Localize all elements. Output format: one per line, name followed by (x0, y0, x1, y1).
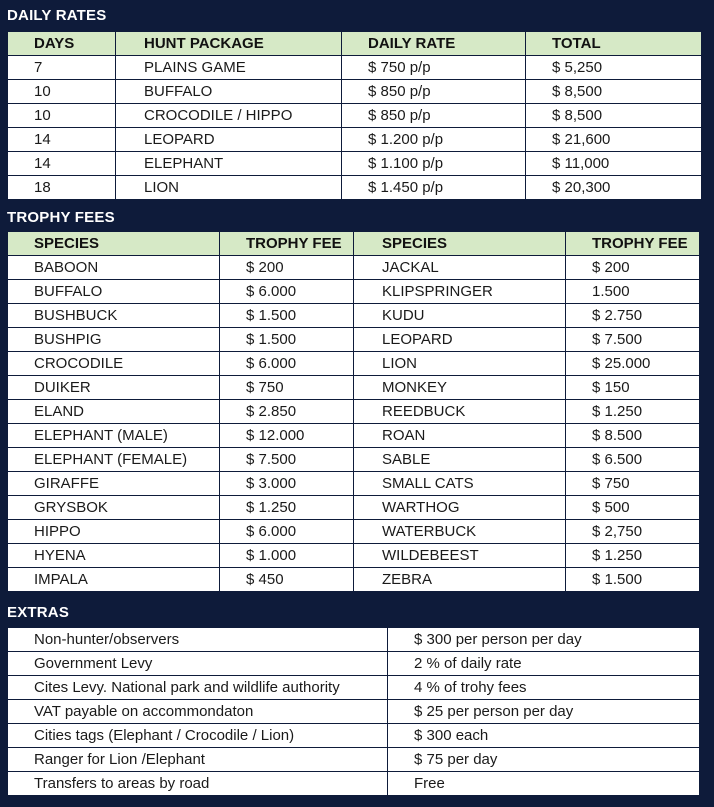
trophy-fees-header-row (8, 232, 700, 256)
trophy-fee-cell: $ 1.000 (220, 544, 354, 568)
table-row (8, 400, 700, 424)
table-row (8, 496, 700, 520)
trophy-fee-cell: $ 450 (220, 568, 354, 592)
trophy-fees-table (7, 231, 700, 592)
column-header-daily-rate: DAILY RATE (342, 32, 526, 56)
extra-item-cell: Non-hunter/observers (8, 628, 388, 652)
extra-item-cell: Government Levy (8, 652, 388, 676)
trophy-fee-cell: $ 500 (566, 496, 700, 520)
daily-rate-cell: $ 850 p/p (342, 104, 526, 128)
extras-title: EXTRAS (7, 604, 70, 621)
species-cell: JACKAL (354, 256, 566, 280)
table-row (8, 152, 702, 176)
total-cell: $ 8,500 (526, 104, 702, 128)
total-cell: $ 8,500 (526, 80, 702, 104)
extra-price-cell: 4 % of trohy fees (388, 676, 700, 700)
hunt-package-cell: CROCODILE / HIPPO (116, 104, 342, 128)
trophy-fee-cell: $ 200 (566, 256, 700, 280)
species-cell: CROCODILE (8, 352, 220, 376)
daily-rate-cell: $ 1.200 p/p (342, 128, 526, 152)
species-cell: GRYSBOK (8, 496, 220, 520)
species-cell: ZEBRA (354, 568, 566, 592)
species-cell: KUDU (354, 304, 566, 328)
trophy-fee-cell: $ 2,750 (566, 520, 700, 544)
table-row (8, 568, 700, 592)
table-row (8, 724, 700, 748)
daily-rate-cell: $ 750 p/p (342, 56, 526, 80)
daily-rates-table (7, 31, 702, 200)
trophy-fee-cell: $ 1.250 (220, 496, 354, 520)
species-cell: LEOPARD (354, 328, 566, 352)
table-row (8, 176, 702, 200)
daily-rate-cell: $ 1.100 p/p (342, 152, 526, 176)
table-row (8, 544, 700, 568)
table-row (8, 304, 700, 328)
species-cell: HIPPO (8, 520, 220, 544)
trophy-fee-cell: $ 2.850 (220, 400, 354, 424)
table-row (8, 256, 700, 280)
species-cell: DUIKER (8, 376, 220, 400)
trophy-fee-cell: $ 1.250 (566, 544, 700, 568)
trophy-fee-cell: $ 750 (220, 376, 354, 400)
species-cell: SABLE (354, 448, 566, 472)
trophy-fee-cell: $ 7.500 (220, 448, 354, 472)
table-row (8, 104, 702, 128)
days-cell: 10 (8, 80, 116, 104)
table-row (8, 80, 702, 104)
extra-price-cell: $ 300 per person per day (388, 628, 700, 652)
hunt-package-cell: ELEPHANT (116, 152, 342, 176)
table-row (8, 128, 702, 152)
table-row (8, 376, 700, 400)
species-cell: BUFFALO (8, 280, 220, 304)
table-row (8, 772, 700, 796)
trophy-fee-cell: 1.500 (566, 280, 700, 304)
extras-table (7, 627, 700, 796)
species-cell: ROAN (354, 424, 566, 448)
daily-rates-header-row (8, 32, 702, 56)
trophy-fee-cell: $ 6.000 (220, 352, 354, 376)
trophy-fee-cell: $ 750 (566, 472, 700, 496)
days-cell: 7 (8, 56, 116, 80)
daily-rate-cell: $ 1.450 p/p (342, 176, 526, 200)
table-row (8, 652, 700, 676)
species-cell: HYENA (8, 544, 220, 568)
species-cell: BUSHPIG (8, 328, 220, 352)
trophy-fees-title: TROPHY FEES (7, 209, 115, 226)
species-cell: SMALL CATS (354, 472, 566, 496)
days-cell: 18 (8, 176, 116, 200)
species-cell: GIRAFFE (8, 472, 220, 496)
trophy-fee-cell: $ 1.500 (566, 568, 700, 592)
trophy-fee-cell: $ 1.250 (566, 400, 700, 424)
species-cell: WATERBUCK (354, 520, 566, 544)
trophy-fee-cell: $ 150 (566, 376, 700, 400)
table-row (8, 280, 700, 304)
trophy-fee-cell: $ 200 (220, 256, 354, 280)
total-cell: $ 20,300 (526, 176, 702, 200)
trophy-fee-cell: $ 25.000 (566, 352, 700, 376)
total-cell: $ 21,600 (526, 128, 702, 152)
trophy-fee-cell: $ 6.000 (220, 280, 354, 304)
extra-item-cell: VAT payable on accommondaton (8, 700, 388, 724)
table-row (8, 424, 700, 448)
hunt-package-cell: LEOPARD (116, 128, 342, 152)
extra-price-cell: $ 300 each (388, 724, 700, 748)
extra-price-cell: 2 % of daily rate (388, 652, 700, 676)
table-row (8, 56, 702, 80)
table-row (8, 328, 700, 352)
column-header-species: SPECIES (8, 232, 220, 256)
trophy-fee-cell: $ 6.500 (566, 448, 700, 472)
trophy-fee-cell: $ 7.500 (566, 328, 700, 352)
extra-item-cell: Cities tags (Elephant / Crocodile / Lion) (8, 724, 388, 748)
species-cell: MONKEY (354, 376, 566, 400)
days-cell: 14 (8, 152, 116, 176)
table-row (8, 472, 700, 496)
extra-price-cell: Free (388, 772, 700, 796)
trophy-fee-cell: $ 12.000 (220, 424, 354, 448)
table-row (8, 748, 700, 772)
column-header-trophy-fee: TROPHY FEE (220, 232, 354, 256)
daily-rates-title: DAILY RATES (7, 7, 107, 24)
species-cell: WILDEBEEST (354, 544, 566, 568)
total-cell: $ 5,250 (526, 56, 702, 80)
daily-rate-cell: $ 850 p/p (342, 80, 526, 104)
species-cell: IMPALA (8, 568, 220, 592)
column-header-days: DAYS (8, 32, 116, 56)
table-row (8, 352, 700, 376)
days-cell: 14 (8, 128, 116, 152)
table-row (8, 448, 700, 472)
species-cell: KLIPSPRINGER (354, 280, 566, 304)
column-header-total: TOTAL (526, 32, 702, 56)
extra-item-cell: Ranger for Lion /Elephant (8, 748, 388, 772)
hunt-package-cell: BUFFALO (116, 80, 342, 104)
table-row (8, 676, 700, 700)
species-cell: WARTHOG (354, 496, 566, 520)
column-header-hunt-package: HUNT PACKAGE (116, 32, 342, 56)
species-cell: ELEPHANT (FEMALE) (8, 448, 220, 472)
species-cell: BUSHBUCK (8, 304, 220, 328)
trophy-fee-cell: $ 8.500 (566, 424, 700, 448)
extra-item-cell: Cites Levy. National park and wildlife authority (8, 676, 388, 700)
hunt-package-cell: LION (116, 176, 342, 200)
table-row (8, 520, 700, 544)
table-row (8, 628, 700, 652)
column-header-species-2: SPECIES (354, 232, 566, 256)
species-cell: ELEPHANT (MALE) (8, 424, 220, 448)
trophy-fee-cell: $ 6.000 (220, 520, 354, 544)
hunt-package-cell: PLAINS GAME (116, 56, 342, 80)
species-cell: REEDBUCK (354, 400, 566, 424)
species-cell: ELAND (8, 400, 220, 424)
trophy-fee-cell: $ 2.750 (566, 304, 700, 328)
species-cell: BABOON (8, 256, 220, 280)
species-cell: LION (354, 352, 566, 376)
table-row (8, 700, 700, 724)
trophy-fee-cell: $ 3.000 (220, 472, 354, 496)
extra-price-cell: $ 75 per day (388, 748, 700, 772)
extra-price-cell: $ 25 per person per day (388, 700, 700, 724)
days-cell: 10 (8, 104, 116, 128)
extra-item-cell: Transfers to areas by road (8, 772, 388, 796)
column-header-trophy-fee-2: TROPHY FEE (566, 232, 700, 256)
trophy-fee-cell: $ 1.500 (220, 304, 354, 328)
total-cell: $ 11,000 (526, 152, 702, 176)
trophy-fee-cell: $ 1.500 (220, 328, 354, 352)
